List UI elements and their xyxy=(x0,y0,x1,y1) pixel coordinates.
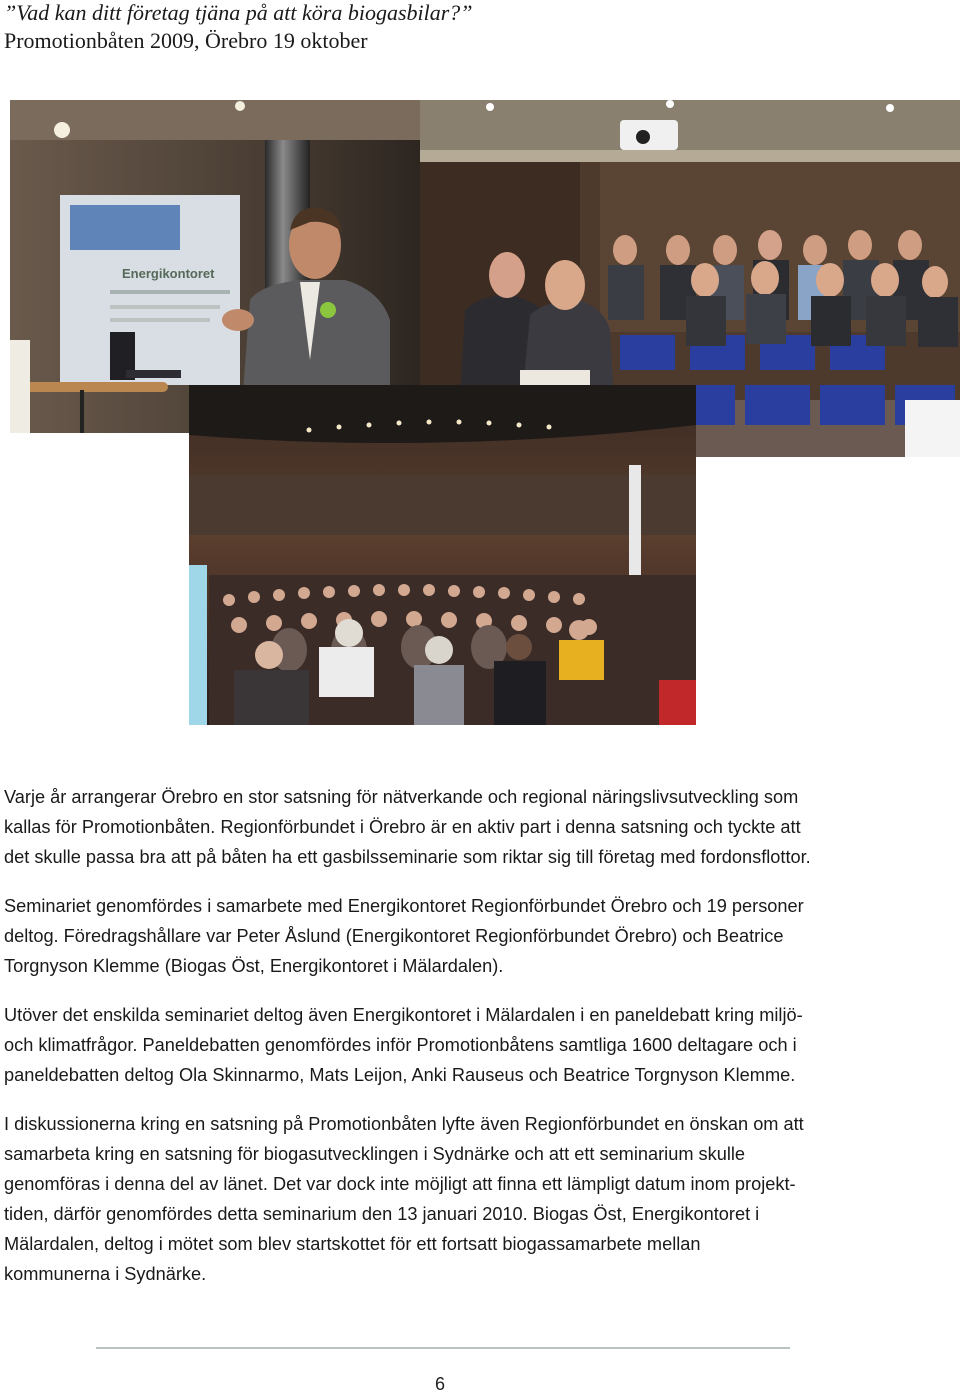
text-line: kommunerna i Sydnärke. xyxy=(4,1264,207,1284)
crowd-photo xyxy=(189,385,696,725)
text-line: Seminariet genomfördes i samarbete med Energikontoret Regionförbundet Örebro och 19 personer xyxy=(4,896,804,916)
text-line: samarbeta kring en satsning för biogasutvecklingen i Sydnärke och att ett seminarium skulle xyxy=(4,1144,746,1164)
text-line: det skulle passa bra att på båten ha ett gasbilsseminarie som riktar sig till företag med fordonsflottor. xyxy=(4,847,811,867)
text-line: Utöver det enskilda seminariet deltog även Energikontoret i Mälardalen i en paneldebatt kring miljö- xyxy=(4,1005,803,1025)
page-number: 6 xyxy=(434,1374,445,1394)
text-line: Mälardalen, deltog i mötet som blev startskottet för ett fortsatt biogassamarbete mellan xyxy=(4,1234,701,1254)
slide-title: Energikontoret xyxy=(122,266,215,281)
text-line: Varje år arrangerar Örebro en stor satsning för nätverkande och regional näringslivsutveckling som xyxy=(4,787,799,807)
document-subtitle: Promotionbåten 2009, Örebro 19 oktober xyxy=(4,28,368,53)
text-line: deltog. Föredragshållare var Peter Åslund (Energikontoret Regionförbundet Örebro) och Beatrice xyxy=(4,926,784,946)
paragraph-3 xyxy=(4,1000,904,1090)
text-line: I diskussionerna kring en satsning på Promotionbåten lyfte även Regionförbundet en önskan om att xyxy=(4,1114,804,1134)
text-line: genomföras i denna del av länet. Det var dock inte möjligt att finna ett lämpligt datum inom projekt- xyxy=(4,1174,796,1194)
paragraph-4 xyxy=(4,1109,904,1289)
text-line: Torgnyson Klemme (Biogas Öst, Energikontoret i Mälardalen). xyxy=(4,956,504,976)
body-text xyxy=(4,782,904,1308)
footer-divider xyxy=(96,1347,790,1349)
text-line: kallas för Promotionbåten. Regionförbundet i Örebro är en aktiv part i denna satsning och tyckte att xyxy=(4,817,801,837)
document-title: ”Vad kan ditt företag tjäna på att köra biogasbilar?” xyxy=(4,0,473,25)
text-line: och klimatfrågor. Paneldebatten genomfördes inför Promotionbåtens samtliga 1600 deltagare och i xyxy=(4,1035,797,1055)
text-line: paneldebatten deltog Ola Skinnarmo, Mats Leijon, Anki Rauseus och Beatrice Torgnyson Klemme. xyxy=(4,1065,796,1085)
speaker-photo xyxy=(10,100,422,433)
paragraph-1 xyxy=(4,782,904,872)
text-line: tiden, därför genomfördes detta seminarium den 13 januari 2010. Biogas Öst, Energikontoret i xyxy=(4,1204,760,1224)
paragraph-2 xyxy=(4,891,904,981)
